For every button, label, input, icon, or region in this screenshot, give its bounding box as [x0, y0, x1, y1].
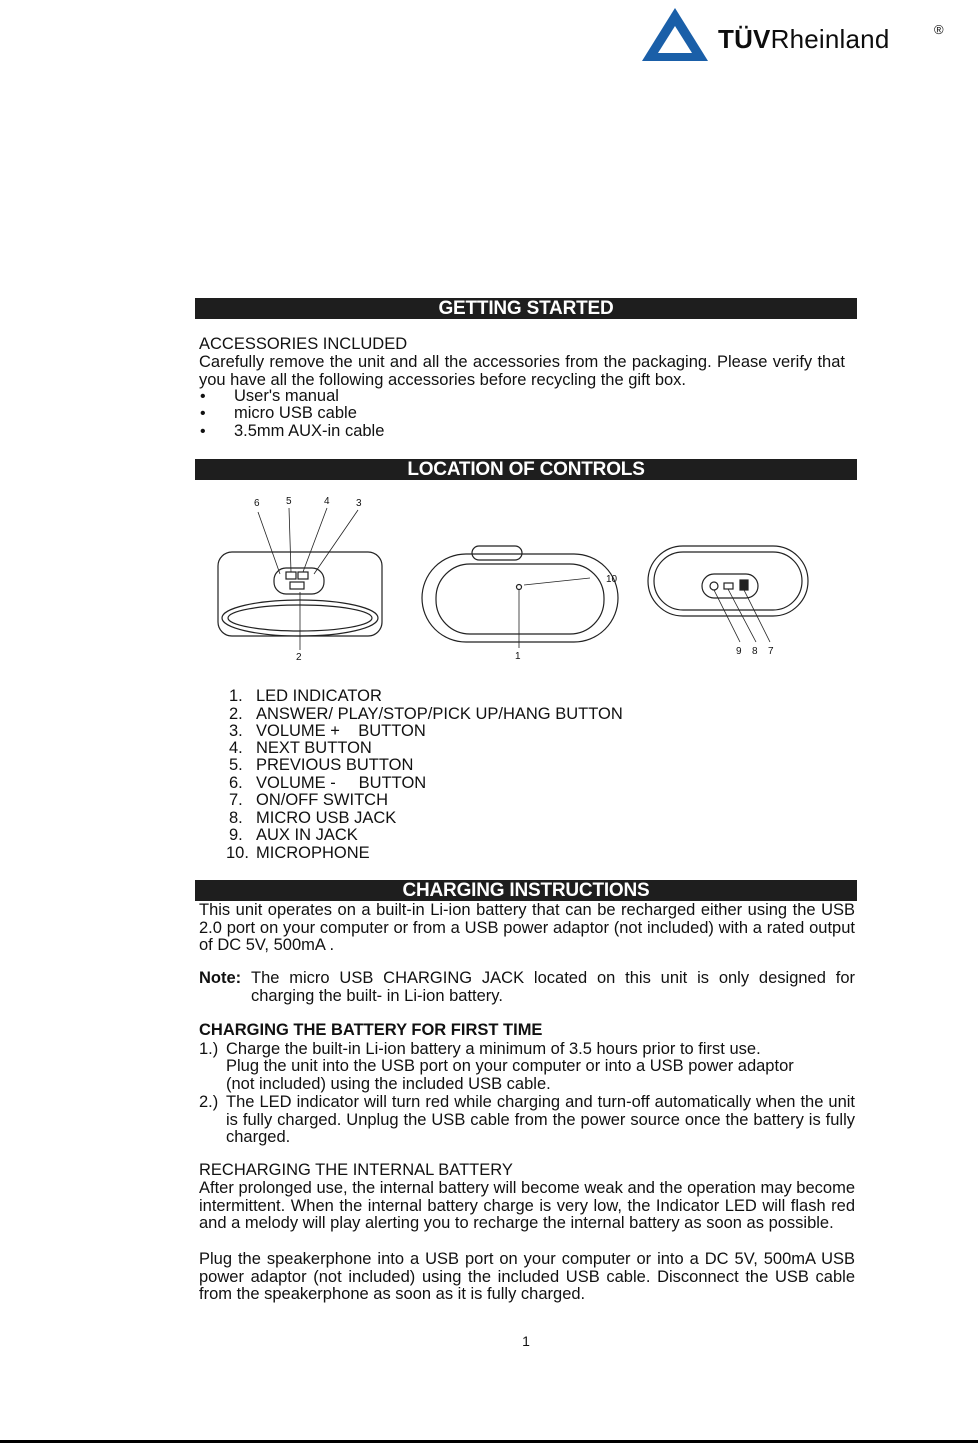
recharge-paragraph-1: After prolonged use, the internal battery will become weak and the operation may become intermittent. When the internal battery charge is very low, the Indicator LED will flash red and a melody will play alerting you to recharge the internal battery as soon as possible. [199, 1179, 855, 1232]
callout-1: 1 [515, 651, 521, 662]
page-number: 1 [522, 1333, 530, 1349]
control-label: LED INDICATOR [256, 687, 382, 705]
control-label: ANSWER/ PLAY/STOP/PICK UP/HANG BUTTON [256, 705, 623, 723]
note-line-1: The micro USB CHARGING JACK located on this unit is only designed for [251, 969, 855, 987]
first-time-heading: CHARGING THE BATTERY FOR FIRST TIME [199, 1021, 543, 1039]
accessory-item: 3.5mm AUX-in cable [234, 422, 385, 440]
control-num: 9. [229, 826, 243, 844]
control-label: NEXT BUTTON [256, 739, 372, 757]
accessory-item: micro USB cable [234, 404, 357, 422]
control-num: 8. [229, 809, 243, 827]
tuv-rheinland-logo [640, 6, 960, 66]
callout-5: 5 [286, 496, 292, 507]
callout-10: 10 [606, 574, 618, 585]
accessories-intro: Carefully remove the unit and all the accessories from the packaging. Please verify that you have all the following accessories before recycling the gift box. [199, 353, 845, 389]
control-label: VOLUME + BUTTON [256, 722, 426, 740]
control-label: VOLUME - BUTTON [256, 774, 427, 792]
control-num: 4. [229, 739, 243, 757]
control-num: 1. [229, 687, 243, 705]
section-bar-charging-instructions: CHARGING INSTRUCTIONS [195, 880, 857, 901]
control-label: MICRO USB JACK [256, 809, 397, 827]
bottom-rule [0, 1440, 978, 1443]
bullet-dot: • [200, 388, 206, 405]
accessories-heading: ACCESSORIES INCLUDED [199, 335, 408, 353]
step1-line-3: (not included) using the included USB cable. [226, 1075, 551, 1093]
charging-intro: This unit operates on a built-in Li-ion battery that can be recharged either using the USB 2.0 port on your computer or from a USB power adaptor (not included) with a rated output of DC 5V, 500mA . [199, 901, 855, 954]
callout-lines-middle [519, 578, 590, 648]
callout-9: 9 [736, 646, 742, 657]
recharge-heading: RECHARGING THE INTERNAL BATTERY [199, 1161, 513, 1179]
note-line-2: charging the built- in Li-ion battery. [251, 987, 503, 1005]
control-num: 5. [229, 756, 243, 774]
control-num: 10. [226, 844, 249, 862]
callout-2: 2 [296, 652, 302, 663]
control-label: ON/OFF SWITCH [256, 791, 388, 809]
speaker-back-view [648, 546, 808, 616]
step1-line-1: Charge the built-in Li-ion battery a minimum of 3.5 hours prior to first use. [226, 1040, 761, 1058]
step1-line-2: Plug the unit into the USB port on your computer or into a USB power adaptor [226, 1057, 794, 1075]
control-num: 2. [229, 705, 243, 723]
recharge-paragraph-2: Plug the speakerphone into a USB port on your computer or into a DC 5V, 500mA USB power adaptor (not included) using the included USB cable. Disconnect the USB cable from the speakerphone as soon as it is fully charged. [199, 1250, 855, 1303]
step2-num: 2.) [199, 1093, 219, 1111]
speaker-diagram [210, 490, 830, 670]
speaker-front-view [422, 546, 618, 642]
control-label: PREVIOUS BUTTON [256, 756, 414, 774]
step2-text: The LED indicator will turn red while charging and turn-off automatically when the unit is fully charged. Unplug the USB cable from the power source once the battery is fully charged. [226, 1093, 855, 1146]
control-label: MICROPHONE [256, 844, 370, 862]
section-bar-getting-started: GETTING STARTED [195, 298, 857, 319]
bullet-dot: • [200, 423, 206, 440]
callout-8: 8 [752, 646, 758, 657]
section-bar-location-of-controls: LOCATION OF CONTROLS [195, 459, 857, 480]
logo-wordmark: TÜVRheinland [718, 24, 890, 54]
callout-3: 3 [356, 498, 362, 509]
accessory-item: User's manual [234, 387, 339, 405]
callout-4: 4 [324, 496, 330, 507]
tuv-triangle-icon [640, 6, 710, 62]
registered-mark: ® [934, 22, 944, 37]
control-num: 6. [229, 774, 243, 792]
callout-6: 6 [254, 498, 260, 509]
note-label: Note: [199, 969, 242, 987]
control-num: 7. [229, 791, 243, 809]
bullet-dot: • [200, 405, 206, 422]
step1-num: 1.) [199, 1040, 219, 1058]
callout-7: 7 [768, 646, 774, 657]
control-label: AUX IN JACK [256, 826, 358, 844]
control-num: 3. [229, 722, 243, 740]
